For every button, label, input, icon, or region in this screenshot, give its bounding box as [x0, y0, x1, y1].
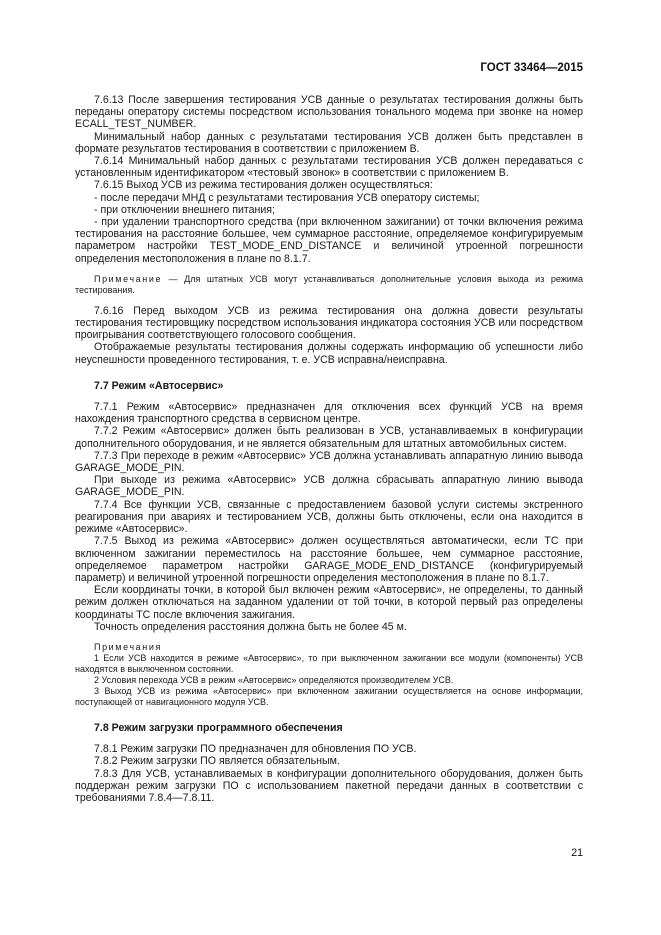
paragraph: Точность определения расстояния должна быть не более 45 м. — [94, 620, 407, 633]
paragraph-7-6-16: 7.6.16 Перед выходом УСВ из режима тестирования она должна довести результаты тестирования тестировщику посредством использования индикатора состояния УСВ или посредством проигрывания соответствующего голосового сообщения. — [75, 304, 583, 342]
page-number: 21 — [571, 847, 583, 859]
note-item: 3 Выход УСВ из режима «Автосервис» при включенном зажигании осуществляется на основе информации, поступающей от навигационного модуля УСВ. — [75, 685, 583, 707]
document-code: ГОСТ 33464—2015 — [480, 62, 583, 74]
section-heading-text: 7.8 Режим загрузки программного обеспечения — [94, 721, 343, 734]
paragraph-7-7-5: 7.7.5 Выход из режима «Автосервис» должен осуществляться автоматически, если ТС при включенном зажигании переместилось на расстояние большее, чем суммарное расстояние, определяемое параметром настройки GARAGE_MODE_END_DISTANCE (конфигурируемый параметр) и величиной утроенной погрешности определения местоположения в плане по 8.1.7. — [75, 535, 583, 584]
page-body — [75, 94, 583, 804]
paragraph-7-7-3: 7.7.3 При переходе в режим «Автосервис» УСВ должна устанавливать аппаратную линию вывода GARAGE_MODE_PIN. — [75, 449, 583, 475]
paragraph-7-8-1: 7.8.1 Режим загрузки ПО предназначен для обновления ПО УСВ. — [94, 743, 417, 756]
paragraph-7-6-14: 7.6.14 Минимальный набор данных с результатами тестирования УСВ должен передаваться с установленным идентификатором «тестовый звонок» в соответствии с приложением В. — [75, 155, 583, 180]
paragraph-7-6-15: 7.6.15 Выход УСВ из режима тестирования должен осуществляться: — [94, 179, 433, 192]
paragraph-7-7-1: 7.7.1 Режим «Автосервис» предназначен для отключения всех функций УСВ на время нахождения транспортного средства в сервисном центре. — [75, 401, 583, 426]
note-text: — Для штатных УСВ могут устанавливаться дополнительные условия выхода из режима тестирования. — [75, 273, 583, 295]
paragraph: Минимальный набор данных с результатами тестирования УСВ должен быть представлен в формате результатов тестирования в соответствии с приложением В. — [75, 130, 583, 155]
paragraph-7-7-2: 7.7.2 Режим «Автосервис» должен быть реализован в УСВ, устанавливаемых в конфигурации дополнительного оборудования, и не является обязательным для штатных автомобильных систем. — [75, 425, 583, 450]
paragraph: Если координаты точки, в которой был включен режим «Автосервис», не определены, то данный режим должен отключаться на заданном удалении от той точки, в которой первый раз определены координаты ТС после включения зажигания. — [75, 584, 583, 621]
note-item: 2 Условия перехода УСВ в режим «Автосервис» определяются производителем УСВ. — [94, 674, 454, 685]
paragraph-7-6-13: 7.6.13 После завершения тестирования УСВ данные о результатах тестирования должны быть переданы оператору системы посредством использования тонального модема при звонке на номер ECALL_TEST_NUMBER. — [75, 94, 583, 131]
paragraph-7-7-4: 7.7.4 Все функции УСВ, связанные с предоставлением базовой услуги системы экстренного реагирования при авариях и тестированием УСВ, должны быть отключены, если она находится в режиме «Автосервис». — [75, 498, 583, 536]
paragraph-7-8-3: 7.8.3 Для УСВ, устанавливаемых в конфигурации дополнительного оборудования, должен быть поддержан режим загрузки ПО с использованием пакетной передачи данных в соответствии с требованиями 7.8.4—7.8.11. — [75, 767, 583, 804]
section-heading-text: 7.7 Режим «Автосервис» — [94, 379, 224, 392]
paragraph-7-8-2: 7.8.2 Режим загрузки ПО является обязательным. — [94, 755, 340, 768]
list-item: - при удалении транспортного средства (при включенном зажигании) от точки включения режима тестирования на расстояние большее, чем суммарное расстояние, определяемое конфигурируемым параметром настройки TEST_MODE_END_DISTANCE и величиной утроенной погрешности определения местоположения в плане по 8.1.7. — [75, 216, 583, 265]
note-item: 1 Если УСВ находится в режиме «Автосервис», то при выключенном зажигании все модули (компоненты) УСВ находятся в выключенном состоянии. — [75, 652, 583, 674]
section-heading-7-8 — [75, 722, 583, 734]
paragraph: Отображаемые результаты тестирования должны содержать информацию об успешности либо неуспешности проведенного тестирования, т. е. УСВ исправна/неисправна. — [75, 341, 583, 366]
paragraph: При выходе из режима «Автосервис» УСВ должна сбрасывать аппаратную линию вывода GARAGE_MODE_PIN. — [75, 474, 583, 499]
list-item: - после передачи МНД с результатами тестирования УСВ оператору системы; — [94, 191, 480, 204]
note — [75, 274, 583, 296]
list-item: - при отключении внешнего питания; — [94, 203, 275, 216]
section-heading-7-7 — [75, 380, 583, 392]
note-label: Примечание — [94, 273, 163, 284]
notes-label: Примечания — [94, 641, 162, 652]
